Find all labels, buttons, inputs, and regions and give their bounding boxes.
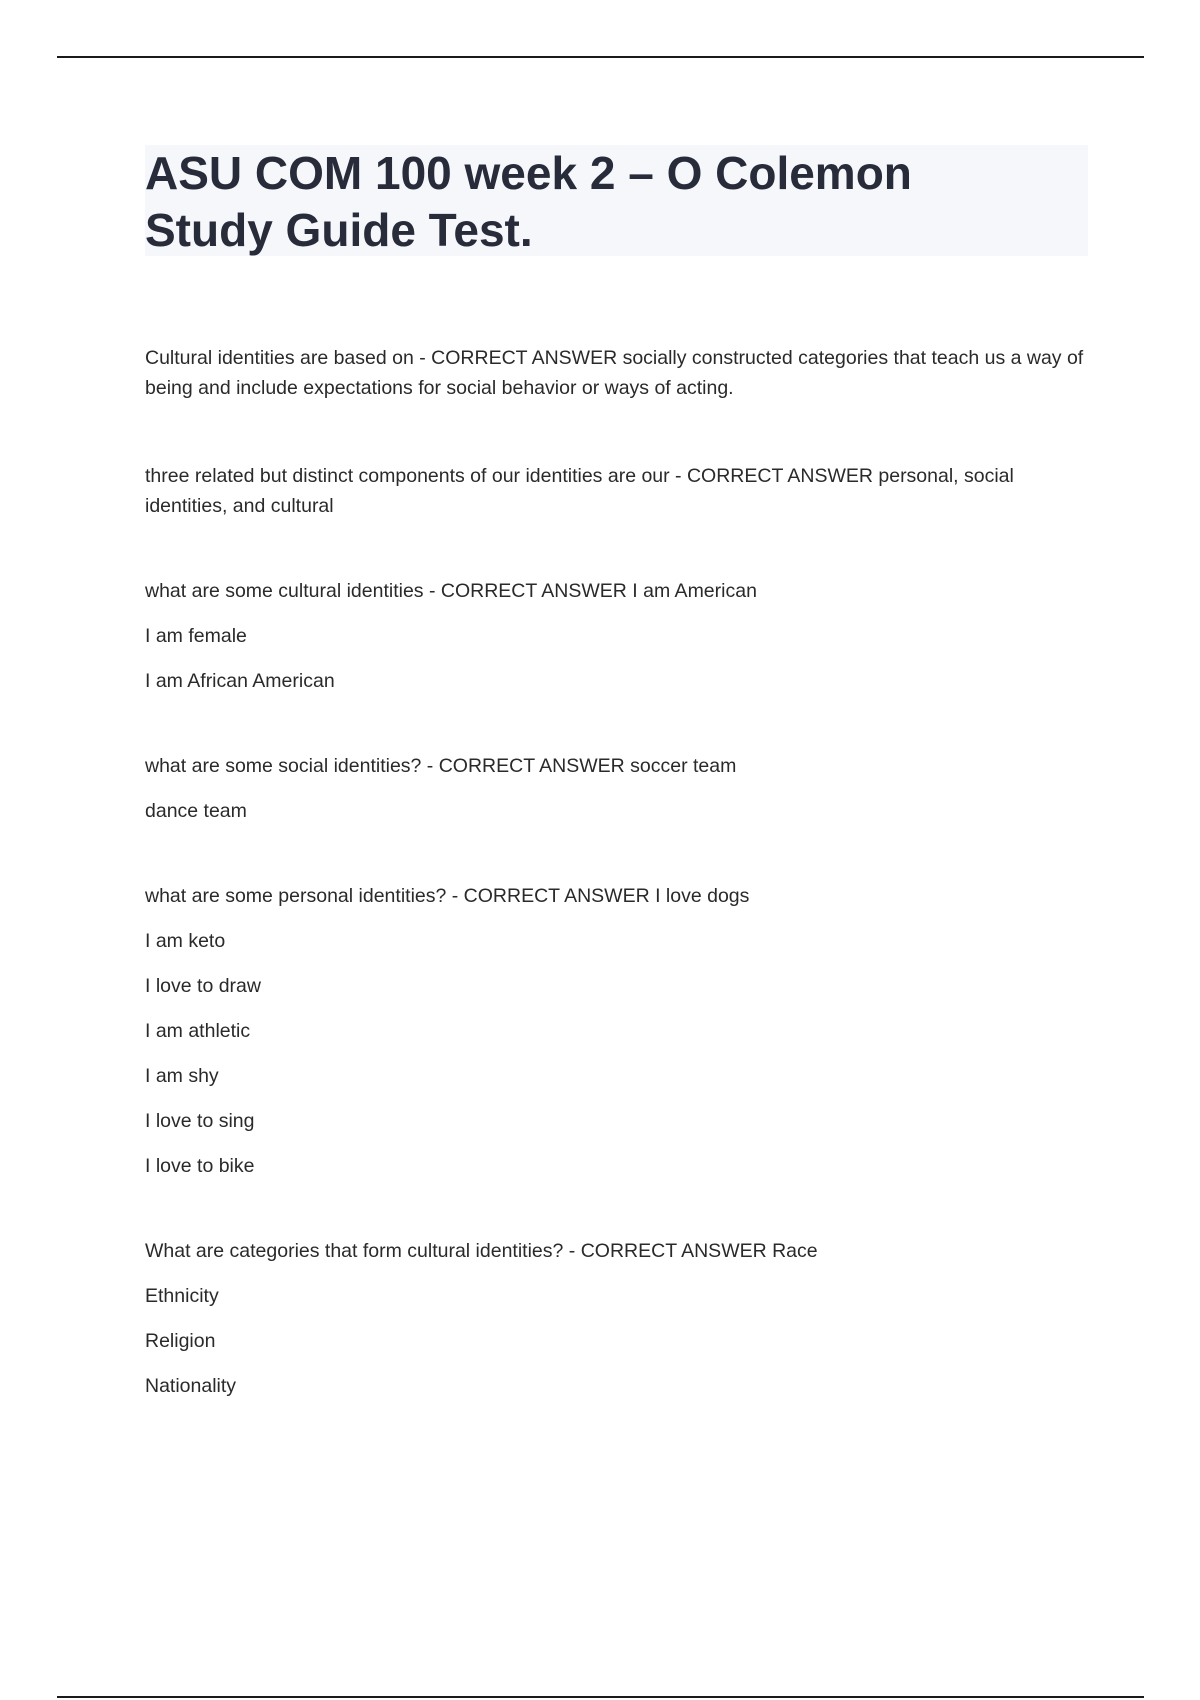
qa-question: what are some social identities? - CORRECT ANSWER soccer team — [145, 755, 737, 777]
qa-answer-line: Nationality — [145, 1375, 237, 1397]
qa-answer-line: I am shy — [145, 1065, 219, 1087]
qa-answer-line: I am athletic — [145, 1020, 251, 1042]
qa-question: what are some cultural identities - CORRECT ANSWER I am American — [145, 580, 757, 602]
qa-item-6 — [145, 1236, 1085, 1401]
title-block — [145, 145, 1088, 256]
qa-answer-line: I am female — [145, 625, 247, 647]
qa-item-2 — [145, 461, 1085, 521]
bottom-rule — [57, 1696, 1144, 1698]
qa-item-5 — [145, 881, 1085, 1181]
qa-answer-line: I am keto — [145, 930, 226, 952]
document-body — [145, 343, 1085, 1461]
qa-text: Cultural identities are based on - CORRECT ANSWER socially constructed categories that teach us a way of being and include expectations for social behavior or ways of acting. — [145, 347, 1084, 399]
qa-item-1 — [145, 343, 1085, 403]
qa-question: what are some personal identities? - CORRECT ANSWER I love dogs — [145, 885, 750, 907]
qa-answer-line: Ethnicity — [145, 1285, 219, 1307]
qa-text: three related but distinct components of our identities are our - CORRECT ANSWER personal, social identities, and cultural — [145, 465, 1014, 517]
qa-answer-line: Religion — [145, 1330, 216, 1352]
qa-answer-line: dance team — [145, 800, 247, 822]
qa-question: What are categories that form cultural identities? - CORRECT ANSWER Race — [145, 1240, 818, 1262]
qa-item-4 — [145, 751, 1085, 826]
title-line-2: Study Guide Test. — [145, 204, 533, 256]
qa-answer-line: I love to draw — [145, 975, 261, 997]
qa-answer-line: I love to bike — [145, 1155, 255, 1177]
qa-answer-line: I am African American — [145, 670, 335, 692]
qa-item-3 — [145, 576, 1085, 696]
title-line-1: ASU COM 100 week 2 – O Colemon — [145, 147, 912, 199]
top-rule — [57, 56, 1144, 58]
document-title — [145, 145, 1088, 259]
qa-answer-line: I love to sing — [145, 1110, 255, 1132]
